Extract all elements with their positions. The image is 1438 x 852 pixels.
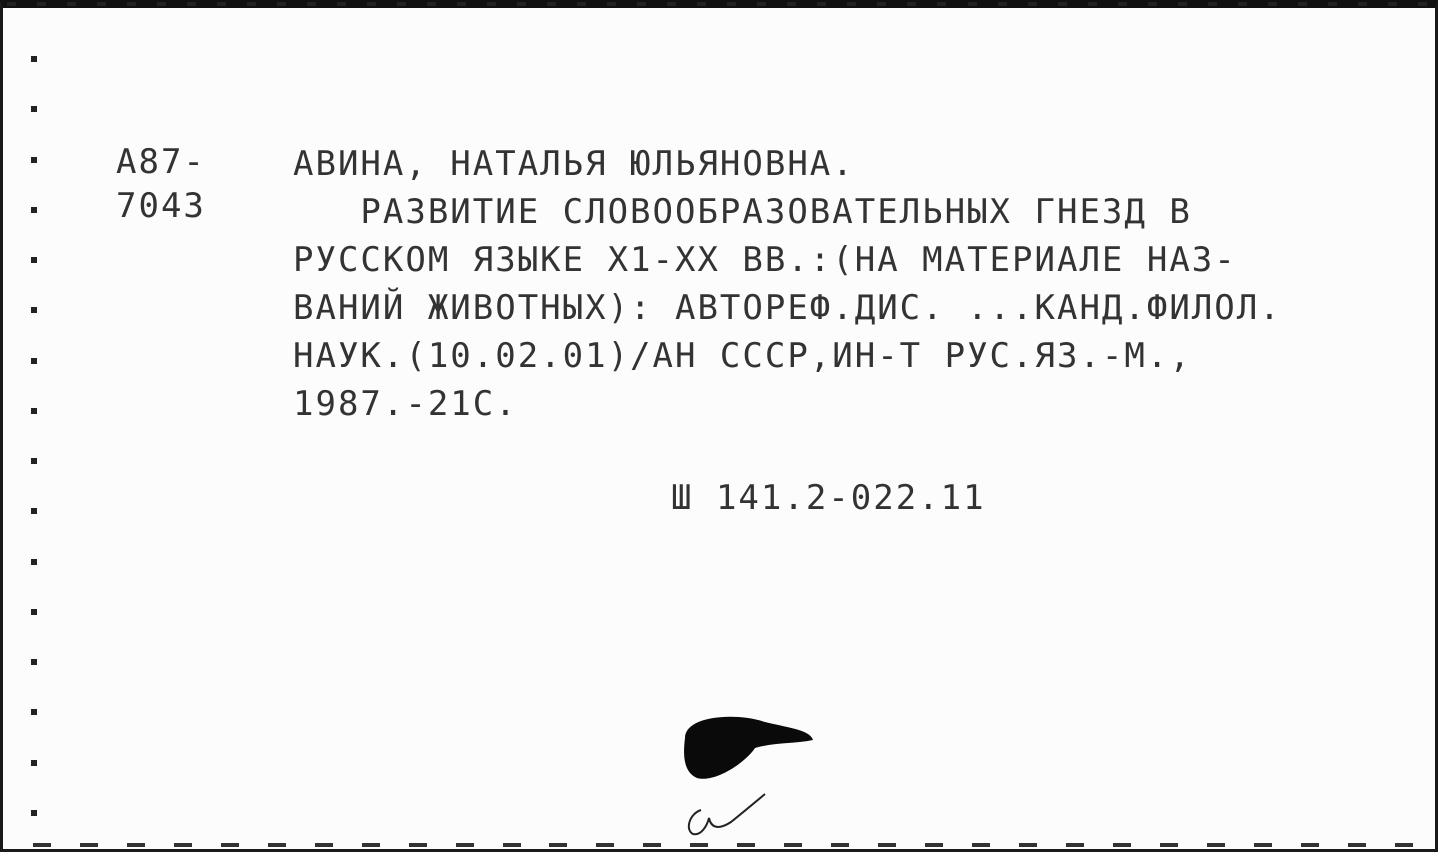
description-line: РАЗВИТИЕ СЛОВООБРАЗОВАТЕЛЬНЫХ ГНЕЗД В — [293, 192, 1192, 232]
description-line: РУССКОМ ЯЗЫКЕ X1-XX ВВ.:(НА МАТЕРИАЛЕ НАЗ- — [293, 240, 1237, 280]
call-number — [116, 140, 206, 228]
top-perforation — [7, 2, 1427, 8]
author-heading: АВИНА, НАТАЛЬЯ ЮЛЬЯНОВНА. — [293, 144, 855, 184]
description-line: ВАНИЙ ЖИВОТНЫХ): АВТОРЕФ.ДИС. ...КАНД.ФИЛОЛ. — [293, 288, 1282, 328]
punch-hole-mark — [675, 708, 815, 788]
left-margin-marks — [31, 56, 39, 816]
description-line: НАУК.(10.02.01)/АН СССР,ИН-Т РУС.ЯЗ.-М., — [293, 336, 1192, 376]
bibliographic-record — [293, 140, 1413, 428]
classification-code: Ш 141.2-022.11 — [671, 478, 986, 518]
bottom-perforation — [33, 843, 1413, 847]
call-number-line-1: А87- — [116, 142, 206, 182]
handwritten-initial — [679, 780, 769, 840]
description-line: 1987.-21С. — [293, 384, 518, 424]
call-number-line-2: 7043 — [116, 186, 206, 226]
